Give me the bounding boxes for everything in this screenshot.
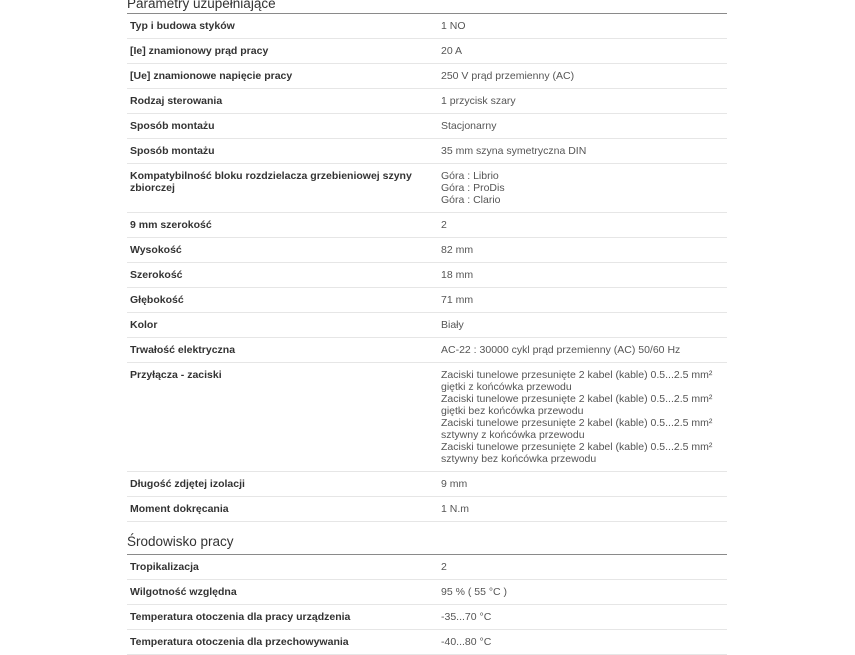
table-row	[127, 39, 727, 64]
table-row	[127, 580, 727, 605]
spec-value	[440, 605, 727, 630]
spec-value-line: sztywny bez końcówka przewodu	[441, 453, 597, 465]
spec-label: Kolor	[127, 313, 440, 338]
spec-value	[440, 497, 727, 522]
spec-label: Głębokość	[127, 288, 440, 313]
spec-value	[440, 89, 727, 114]
spec-value-line: 9 mm	[441, 478, 468, 490]
spec-label: [Ue] znamionowe napięcie pracy	[127, 64, 440, 89]
spec-label: Wysokość	[127, 238, 440, 263]
table-row	[127, 64, 727, 89]
spec-label: Temperatura otoczenia dla przechowywania	[127, 630, 440, 655]
spec-value	[440, 14, 727, 39]
spec-value-line: Biały	[441, 319, 464, 331]
table-row	[127, 497, 727, 522]
table-row	[127, 89, 727, 114]
spec-value-line: 82 mm	[441, 244, 474, 256]
spec-value-line: 1 N.m	[441, 503, 470, 515]
section-title: Środowisko pracy	[127, 533, 727, 555]
spec-value-line: -35...70 °C	[441, 611, 492, 623]
spec-value-line: 250 V prąd przemienny (AC)	[441, 70, 575, 82]
spec-value	[440, 164, 727, 213]
spec-value-line: Zaciski tunelowe przesunięte 2 kabel (kable) 0.5...2.5 mm²	[441, 417, 713, 429]
spec-label: Trwałość elektryczna	[127, 338, 440, 363]
spec-value-line: Góra : ProDis	[441, 182, 505, 194]
spec-value-line: Zaciski tunelowe przesunięte 2 kabel (kable) 0.5...2.5 mm²	[441, 441, 713, 453]
spec-value-line: 1 NO	[441, 20, 466, 32]
spec-label: Wilgotność względna	[127, 580, 440, 605]
table-row	[127, 338, 727, 363]
spec-sheet	[127, 0, 727, 655]
spec-value-line: Zaciski tunelowe przesunięte 2 kabel (kable) 0.5...2.5 mm²	[441, 369, 713, 381]
spec-value-line: 1 przycisk szary	[441, 95, 516, 107]
spec-value	[440, 313, 727, 338]
spec-label: Typ i budowa styków	[127, 14, 440, 39]
spec-table	[127, 14, 727, 522]
spec-value	[440, 139, 727, 164]
table-row	[127, 288, 727, 313]
spec-value-line: 95 % ( 55 °C )	[441, 586, 508, 598]
table-row	[127, 472, 727, 497]
table-row	[127, 114, 727, 139]
table-row	[127, 555, 727, 580]
spec-value	[440, 39, 727, 64]
spec-value-line: AC-22 : 30000 cykl prąd przemienny (AC) 50/60 Hz	[441, 344, 681, 356]
table-row	[127, 630, 727, 655]
spec-value-line: Góra : Librio	[441, 170, 499, 182]
spec-value-line: giętki bez końcówka przewodu	[441, 405, 584, 417]
table-row	[127, 605, 727, 630]
table-row	[127, 14, 727, 39]
spec-label: Długość zdjętej izolacji	[127, 472, 440, 497]
spec-value-line: -40...80 °C	[441, 636, 492, 648]
table-row	[127, 164, 727, 213]
spec-label: Tropikalizacja	[127, 555, 440, 580]
spec-value-line: 18 mm	[441, 269, 474, 281]
spec-value-line: 35 mm szyna symetryczna DIN	[441, 145, 587, 157]
spec-value-line: Zaciski tunelowe przesunięte 2 kabel (kable) 0.5...2.5 mm²	[441, 393, 713, 405]
spec-label: Sposób montażu	[127, 114, 440, 139]
spec-label: Przyłącza - zaciski	[127, 363, 440, 472]
spec-value	[440, 64, 727, 89]
spec-value	[440, 630, 727, 655]
spec-value-line: 2	[441, 561, 447, 573]
spec-label: Szerokość	[127, 263, 440, 288]
spec-value	[440, 288, 727, 313]
spec-value	[440, 338, 727, 363]
spec-value-line: Góra : Clario	[441, 194, 501, 206]
section-title: Parametry uzupełniające	[127, 0, 727, 14]
spec-label: Kompatybilność bloku rozdzielacza grzebieniowej szyny zbiorczej	[127, 164, 440, 213]
spec-label: [Ie] znamionowy prąd pracy	[127, 39, 440, 64]
table-row	[127, 313, 727, 338]
spec-value	[440, 580, 727, 605]
spec-table	[127, 555, 727, 655]
spec-value	[440, 213, 727, 238]
table-row	[127, 139, 727, 164]
spec-value	[440, 263, 727, 288]
spec-label: 9 mm szerokość	[127, 213, 440, 238]
spec-value	[440, 363, 727, 472]
table-row	[127, 263, 727, 288]
spec-value	[440, 472, 727, 497]
spec-label: Moment dokręcania	[127, 497, 440, 522]
spec-label: Temperatura otoczenia dla pracy urządzenia	[127, 605, 440, 630]
spec-value-line: Stacjonarny	[441, 120, 497, 132]
spec-value-line: 71 mm	[441, 294, 474, 306]
spec-value-line: sztywny z końcówka przewodu	[441, 429, 585, 441]
spec-value-line: giętki z końcówka przewodu	[441, 381, 572, 393]
table-row	[127, 238, 727, 263]
spec-value	[440, 555, 727, 580]
spec-value	[440, 238, 727, 263]
spec-label: Rodzaj sterowania	[127, 89, 440, 114]
spec-value-line: 20 A	[441, 45, 463, 57]
table-row	[127, 213, 727, 238]
spec-value	[440, 114, 727, 139]
spec-label: Sposób montażu	[127, 139, 440, 164]
table-row	[127, 363, 727, 472]
spec-value-line: 2	[441, 219, 447, 231]
